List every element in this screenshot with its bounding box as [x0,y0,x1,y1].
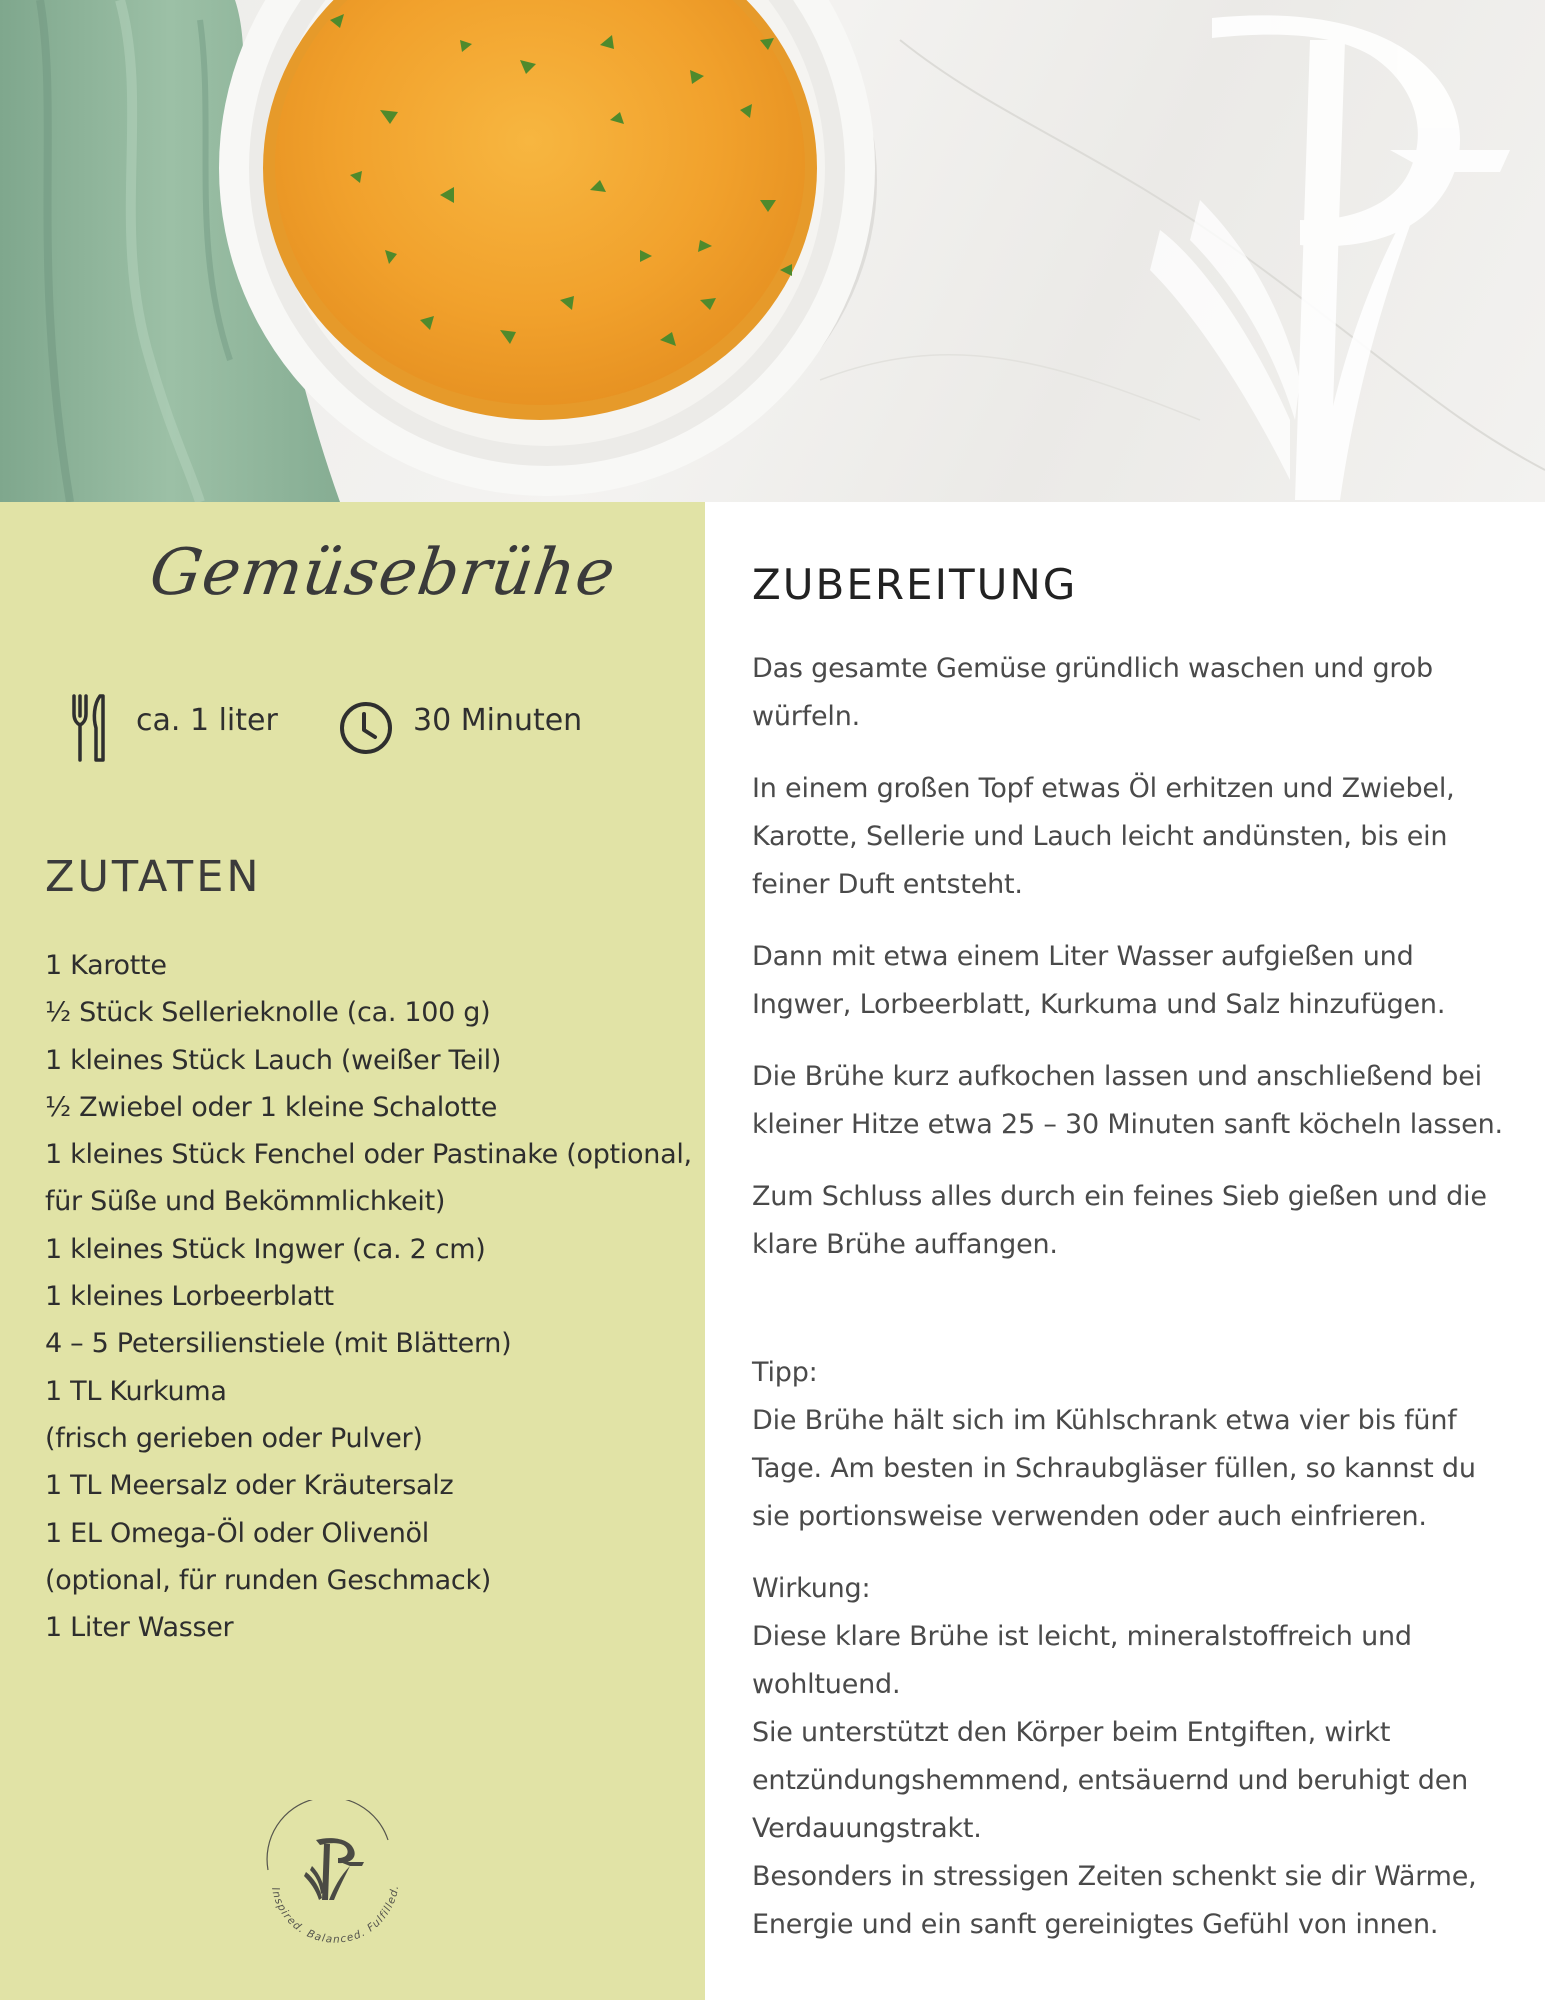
recipe-title: Gemüsebrühe [145,536,621,610]
step-text: In einem großen Topf etwas Öl erhitzen und Zwiebel, Karotte, Sellerie und Lauch leicht andünsten, bis ein feiner Duft entsteht. [752,773,1455,900]
fork-knife-icon [70,694,108,764]
ingredient-item: für Süße und Bekömmlichkeit) [45,1186,446,1218]
ingredient-item: 1 kleines Lorbeerblatt [45,1281,334,1313]
preparation-heading: ZUBEREITUNG [752,560,1078,609]
ingredient-item: 1 kleines Stück Fenchel oder Pastinake (optional, [45,1139,692,1171]
ingredient-item: 4 – 5 Petersilienstiele (mit Blättern) [45,1328,512,1360]
time-text: 30 Minuten [413,703,583,738]
step-text: Dann mit etwa einem Liter Wasser aufgießen und Ingwer, Lorbeerblatt, Kurkuma und Salz hinzufügen. [752,941,1446,1020]
preparation-steps [752,645,1512,1269]
brand-tagline: Inspired. Balanced. Fulfilled. [269,1883,402,1946]
effect-text: Besonders in stressigen Zeiten schenkt sie dir Wärme, Energie und ein sanft gereinigtes Gefühl von innen. [752,1861,1477,1940]
step-text: Die Brühe kurz aufkochen lassen und anschließend bei kleiner Hitze etwa 25 – 30 Minuten sanft köcheln lassen. [752,1061,1503,1140]
ingredient-item: (frisch gerieben oder Pulver) [45,1422,423,1454]
brand-badge-logo [258,1800,408,1950]
ingredient-item: 1 kleines Stück Lauch (weißer Teil) [45,1044,502,1076]
tip-text: Die Brühe hält sich im Kühlschrank etwa vier bis fünf Tage. Am besten in Schraubgläser füllen, so kannst du sie portionsweise verwenden oder auch einfrieren. [752,1405,1476,1532]
tip-label: Tipp: [752,1357,818,1388]
effect-text: Sie unterstützt den Körper beim Entgiften, wirkt entzündungshemmend, entsäuernd und beruhigt den Verdauungstrakt. [752,1717,1469,1844]
ingredient-item: 1 TL Kurkuma [45,1375,227,1407]
ingredients-list [45,942,705,1651]
tip-section [752,1349,1512,1541]
brand-monogram-watermark [1150,15,1510,500]
clock-icon [338,700,394,756]
ingredient-item: ½ Stück Sellerieknolle (ca. 100 g) [45,997,491,1029]
ingredient-item: (optional, für runden Geschmack) [45,1564,492,1596]
ingredient-item: 1 Liter Wasser [45,1612,234,1644]
effect-text: Diese klare Brühe ist leicht, mineralstoffreich und wohltuend. [752,1621,1412,1700]
ingredient-item: ½ Zwiebel oder 1 kleine Schalotte [45,1091,498,1123]
yield-text: ca. 1 liter [136,703,278,738]
effect-section [752,1565,1512,1949]
ingredients-heading: ZUTATEN [45,852,262,902]
ingredient-item: 1 kleines Stück Ingwer (ca. 2 cm) [45,1233,486,1265]
ingredient-item: 1 Karotte [45,950,167,981]
ingredient-item: 1 EL Omega-Öl oder Olivenöl [45,1517,429,1549]
hero-photo [0,0,1545,502]
ingredient-item: 1 TL Meersalz oder Kräutersalz [45,1470,454,1502]
effect-label: Wirkung: [752,1573,871,1604]
step-text: Zum Schluss alles durch ein feines Sieb gießen und die klare Brühe auffangen. [752,1181,1487,1260]
soup-bowl-illustration [0,0,1545,502]
step-text: Das gesamte Gemüse gründlich waschen und grob würfeln. [752,653,1433,732]
